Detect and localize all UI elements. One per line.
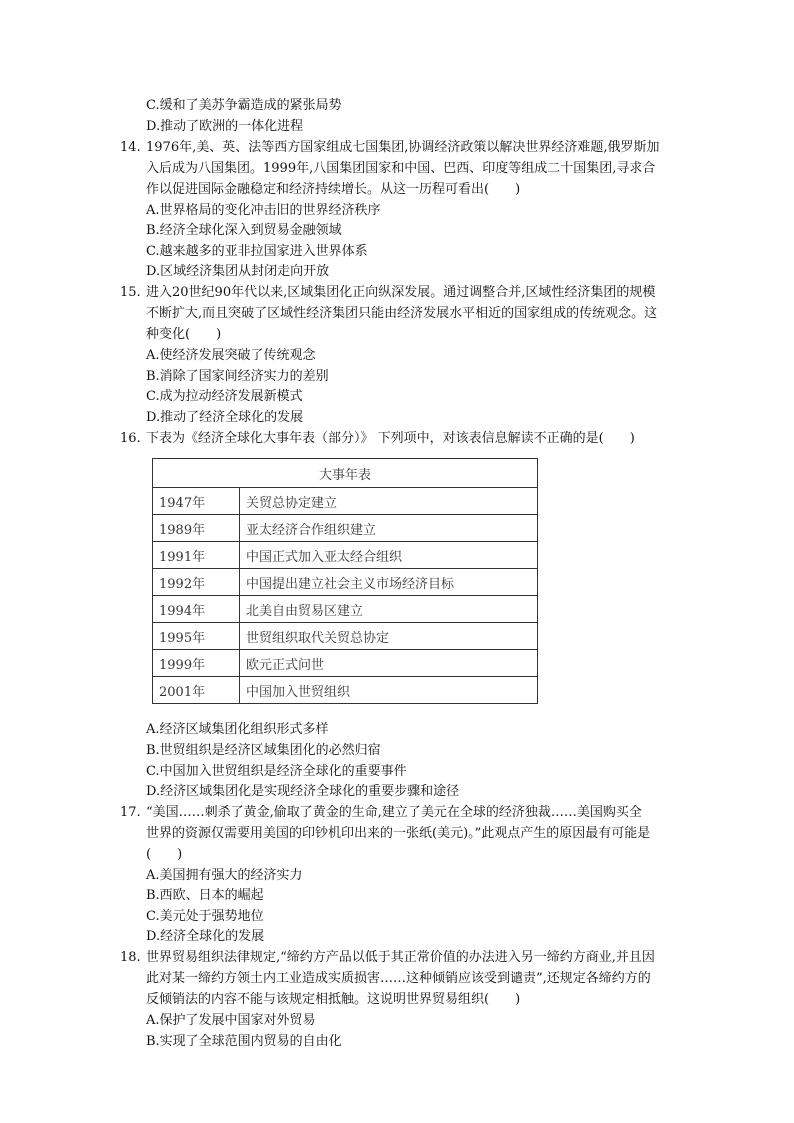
q15-number: 15. [120, 285, 141, 300]
q17-stem-line-3: ( ) [146, 847, 183, 862]
table-cell-event: 中国加入世贸组织 [240, 677, 538, 704]
table-cell-event: 中国提出建立社会主义市场经济目标 [240, 569, 538, 596]
q18-stem-line-3: 反倾销法的内容不能与该规定相抵触。这说明世界贸易组织( ) [146, 992, 521, 1007]
q15-option-c: C.成为拉动经济发展新模式 [146, 389, 303, 404]
table-row [153, 569, 538, 596]
q18-stem-line-1: 世界贸易组织法律规定,“缔约方产品以低于其正常价值的办法进入另一缔约方商业,并且因 [146, 950, 655, 965]
q17-number: 17. [120, 805, 141, 820]
q13-option-c: C.缓和了美苏争霸造成的紧张局势 [146, 98, 342, 113]
table-row [153, 623, 538, 650]
q17-option-a: A.美国拥有强大的经济实力 [146, 868, 303, 883]
table-row [153, 650, 538, 677]
table-cell-year: 1991年 [153, 542, 240, 569]
table-row [153, 596, 538, 623]
q16-stem-line-1: 下表为《经济全球化大事年表（部分）》 下列项中，对该表信息解读不正确的是( ) [146, 431, 635, 446]
q14-option-a: A.世界格局的变化冲击旧的世界经济秩序 [146, 203, 381, 218]
q16-option-d: D.经济区域集团化是实现经济全球化的重要步骤和途径 [146, 784, 460, 799]
q14-option-c: C.越来越多的亚非拉国家进入世界体系 [146, 244, 368, 259]
q17-option-b: B.西欧、日本的崛起 [146, 888, 264, 903]
table-cell-year: 1992年 [153, 569, 240, 596]
q15-stem-line-1: 进入20世纪90年代以来,区域集团化正向纵深发展。通过调整合并,区域性经济集团的规模 [146, 285, 656, 300]
table-cell-year: 2001年 [153, 677, 240, 704]
q17-stem-line-1: “美国……刺杀了黄金,偷取了黄金的生命,建立了美元在全球的经济独裁……美国购买全 [146, 805, 642, 820]
table-cell-event: 世贸组织取代关贸总协定 [240, 623, 538, 650]
table-cell-year: 1994年 [153, 596, 240, 623]
q14-stem-line-1: 1976年,美、英、法等西方国家组成七国集团,协调经济政策以解决世界经济难题,俄罗斯加 [146, 140, 660, 155]
q18-stem-line-2: 此对某一缔约方领土内工业造成实质损害……这种倾销应该受到谴责”,还规定各缔约方的 [146, 971, 651, 986]
table-cell-event: 关贸总协定建立 [240, 488, 538, 515]
q14-option-d: D.区域经济集团从封闭走向开放 [146, 264, 330, 279]
table-cell-event: 中国正式加入亚太经合组织 [240, 542, 538, 569]
q14-number: 14. [120, 140, 141, 155]
table-cell-event: 北美自由贸易区建立 [240, 596, 538, 623]
q16-option-c: C.中国加入世贸组织是经济全球化的重要事件 [146, 764, 407, 779]
q18-option-a: A.保护了发展中国家对外贸易 [146, 1013, 316, 1028]
table-cell-year: 1999年 [153, 650, 240, 677]
q17-stem-line-2: 世界的资源仅需要用美国的印钞机印出来的一张纸(美元)。”此观点产生的原因最有可能是 [146, 826, 651, 841]
q15-option-a: A.使经济发展突破了传统观念 [146, 348, 316, 363]
q17-option-d: D.经济全球化的发展 [146, 929, 265, 944]
q15-option-b: B.消除了国家间经济实力的差别 [146, 369, 329, 384]
table-cell-event: 欧元正式问世 [240, 650, 538, 677]
q15-option-d: D.推动了经济全球化的发展 [146, 410, 304, 425]
events-table [152, 458, 538, 704]
table-cell-year: 1989年 [153, 515, 240, 542]
q16-option-a: A.经济区域集团化组织形式多样 [146, 722, 329, 737]
table-row [153, 488, 538, 515]
q18-option-b: B.实现了全球范围内贸易的自由化 [146, 1034, 342, 1049]
q18-number: 18. [120, 950, 141, 965]
q14-stem-line-3: 作以促进国际金融稳定和经济持续增长。从这一历程可看出( ) [146, 182, 521, 197]
q15-stem-line-2: 不断扩大,而且突破了区域性经济集团只能由经济发展水平相近的国家组成的传统观念。这 [146, 306, 658, 321]
table-row [153, 677, 538, 704]
q14-stem-line-2: 入后成为八国集团。1999年,八国集团国家和中国、巴西、印度等组成二十国集团,寻求合 [146, 161, 656, 176]
table-cell-event: 亚太经济合作组织建立 [240, 515, 538, 542]
table-cell-year: 1995年 [153, 623, 240, 650]
table-row [153, 515, 538, 542]
table-row [153, 542, 538, 569]
q15-stem-line-3: 种变化( ) [146, 327, 222, 342]
q13-option-d: D.推动了欧洲的一体化进程 [146, 119, 304, 134]
events-table-title: 大事年表 [153, 459, 538, 488]
q14-option-b: B.经济全球化深入到贸易金融领域 [146, 223, 342, 238]
q17-option-c: C.美元处于强势地位 [146, 909, 264, 924]
q16-number: 16. [120, 431, 141, 446]
q16-option-b: B.世贸组织是经济区域集团化的必然归宿 [146, 743, 381, 758]
table-cell-year: 1947年 [153, 488, 240, 515]
